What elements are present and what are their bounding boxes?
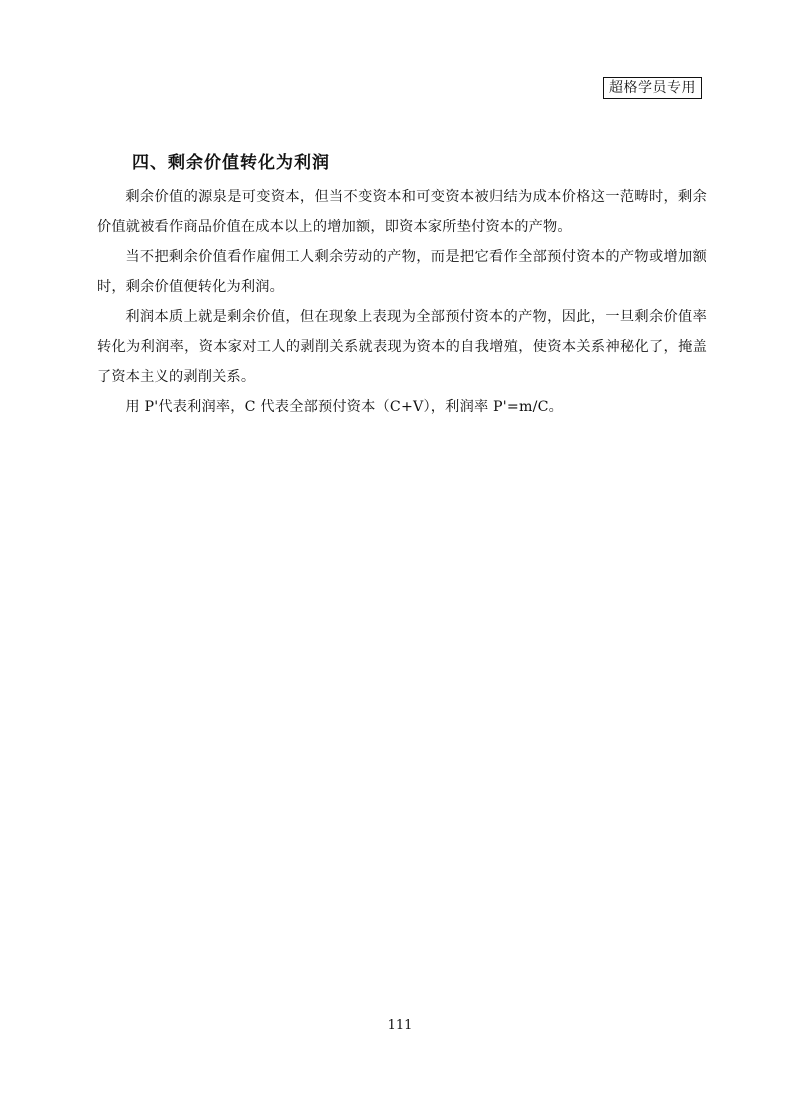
- paragraph-2: 当不把剩余价值看作雇佣工人剩余劳动的产物，而是把它看作全部预付资本的产物或增加额时，剩余价值便转化为利润。: [97, 249, 707, 295]
- section-title: 四、剩余价值转化为利润: [132, 153, 330, 173]
- paragraph-1: 剩余价值的源泉是可变资本，但当不变资本和可变资本被归结为成本价格这一范畴时，剩余价值就被看作商品价值在成本以上的增加额，即资本家所垫付资本的产物。: [97, 189, 707, 235]
- paragraph-4: 用 P'代表利润率，C 代表全部预付资本（C+V），利润率 P'=m/C。: [125, 399, 564, 415]
- page-number: 111: [387, 1018, 413, 1033]
- header-badge: 超格学员专用: [603, 77, 702, 99]
- paragraph-3: 利润本质上就是剩余价值，但在现象上表现为全部预付资本的产物，因此，一旦剩余价值率转化为利润率，资本家对工人的剥削关系就表现为资本的自我增殖，使资本关系神秘化了，掩盖了资本主义的剥削关系。: [97, 309, 707, 385]
- body-text: [97, 182, 707, 422]
